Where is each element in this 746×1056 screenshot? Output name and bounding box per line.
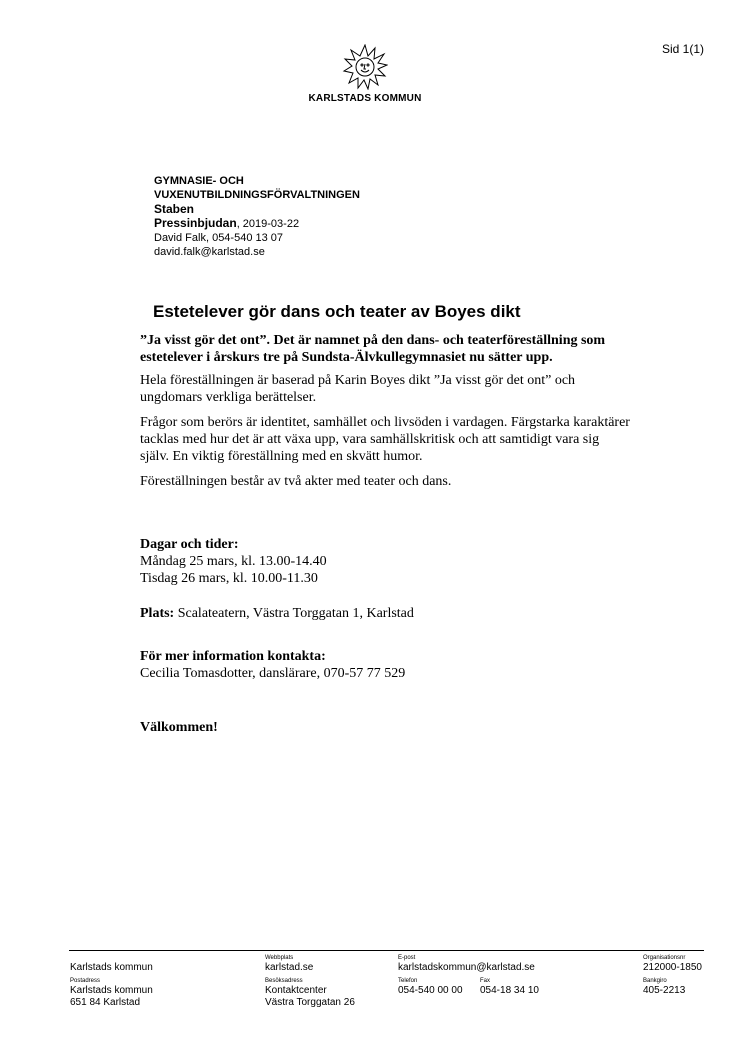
schedule-line-1: Måndag 25 mars, kl. 13.00-14.40 <box>140 554 327 569</box>
footer-postal-line-2: 651 84 Karlstad <box>70 997 141 1008</box>
footer-email-link[interactable]: karlstadskommun@karlstad.se <box>398 962 535 973</box>
footer-col-web <box>265 954 355 1009</box>
headline: Estetelever gör dans och teater av Boyes dikt <box>153 302 521 321</box>
footer-orgnr: 212000-1850 <box>643 962 702 973</box>
footer-bankgiro: 405-2213 <box>643 985 686 996</box>
footer-web-label: Webbplats <box>265 955 294 961</box>
footer-orgnr-label: Organisationsnr <box>643 955 686 961</box>
footer-col-fax <box>480 954 539 997</box>
sender-contact: David Falk, 054-540 13 07 <box>154 232 284 244</box>
footer-divider <box>69 950 704 951</box>
sender-email: david.falk@karlstad.se <box>154 246 265 258</box>
body-text <box>140 332 630 498</box>
welcome-section <box>140 719 218 736</box>
sender-block <box>154 174 360 259</box>
place-label: Plats: <box>140 606 175 621</box>
footer-visit-label: Besöksadress <box>265 978 303 984</box>
footer-phone-label: Telefon <box>398 978 418 984</box>
place-value: Scalateatern, Västra Torggatan 1, Karlstad <box>174 606 414 621</box>
schedule-heading: Dagar och tider: <box>140 537 239 552</box>
footer-fax-label: Fax <box>480 978 491 984</box>
footer-phone: 054-540 00 00 <box>398 985 463 996</box>
unit-name: Staben <box>154 202 195 216</box>
paragraph-3: Föreställningen består av två akter med teater och dans. <box>140 474 452 489</box>
sun-logo-icon <box>342 44 388 90</box>
welcome-text: Välkommen! <box>140 720 218 735</box>
department-line-1: GYMNASIE- OCH <box>154 175 244 187</box>
footer-visit-line-2: Västra Torggatan 26 <box>265 997 355 1008</box>
footer-postal-label: Postadress <box>70 978 101 984</box>
paragraph-2: Frågor som berörs är identitet, samhället och livsöden i vardagen. Färgstarka karaktärer tacklas med hur det är att växa upp, vara samhällskritisk och att samtidigt vara sig själv. En viktig föreställning med en skvätt humor. <box>140 415 630 464</box>
more-info-heading: För mer information kontakta: <box>140 649 326 664</box>
place-section <box>140 605 414 622</box>
footer-bankgiro-label: Bankgiro <box>643 978 667 984</box>
schedule-line-2: Tisdag 26 mars, kl. 10.00-11.30 <box>140 571 318 586</box>
schedule-section <box>140 536 327 587</box>
page-number: Sid 1(1) <box>661 42 704 56</box>
lead-paragraph: ”Ja visst gör det ont”. Det är namnet på den dans- och teaterföreställning som estetelever i årskurs tre på Sundsta-Älvkullegymnasiet nu sätter upp. <box>140 333 606 365</box>
footer-fax: 054-18 34 10 <box>480 985 539 996</box>
doc-date: , 2019-03-22 <box>236 218 300 230</box>
footer-col-org <box>643 954 702 997</box>
more-info-section <box>140 648 405 682</box>
more-info-contact: Cecilia Tomasdotter, danslärare, 070-57 77 529 <box>140 666 406 681</box>
footer-col-name <box>70 954 153 1009</box>
doc-type-date-line <box>154 216 360 231</box>
paragraph-1: Hela föreställningen är baserad på Karin Boyes dikt ”Ja visst gör det ont” och ungdomars verkliga berättelser. <box>140 373 576 405</box>
footer-org-name: Karlstads kommun <box>70 962 153 973</box>
footer-visit-line-1: Kontaktcenter <box>265 985 327 996</box>
footer-email-label: E-post <box>398 955 416 961</box>
department-line-2: VUXENUTBILDNINGSFÖRVALTNINGEN <box>154 189 360 201</box>
footer-postal-line-1: Karlstads kommun <box>70 985 153 996</box>
org-name: KARLSTADS KOMMUN <box>308 93 422 104</box>
footer-web-link[interactable]: karlstad.se <box>265 962 314 973</box>
doc-type: Pressinbjudan <box>154 216 237 230</box>
